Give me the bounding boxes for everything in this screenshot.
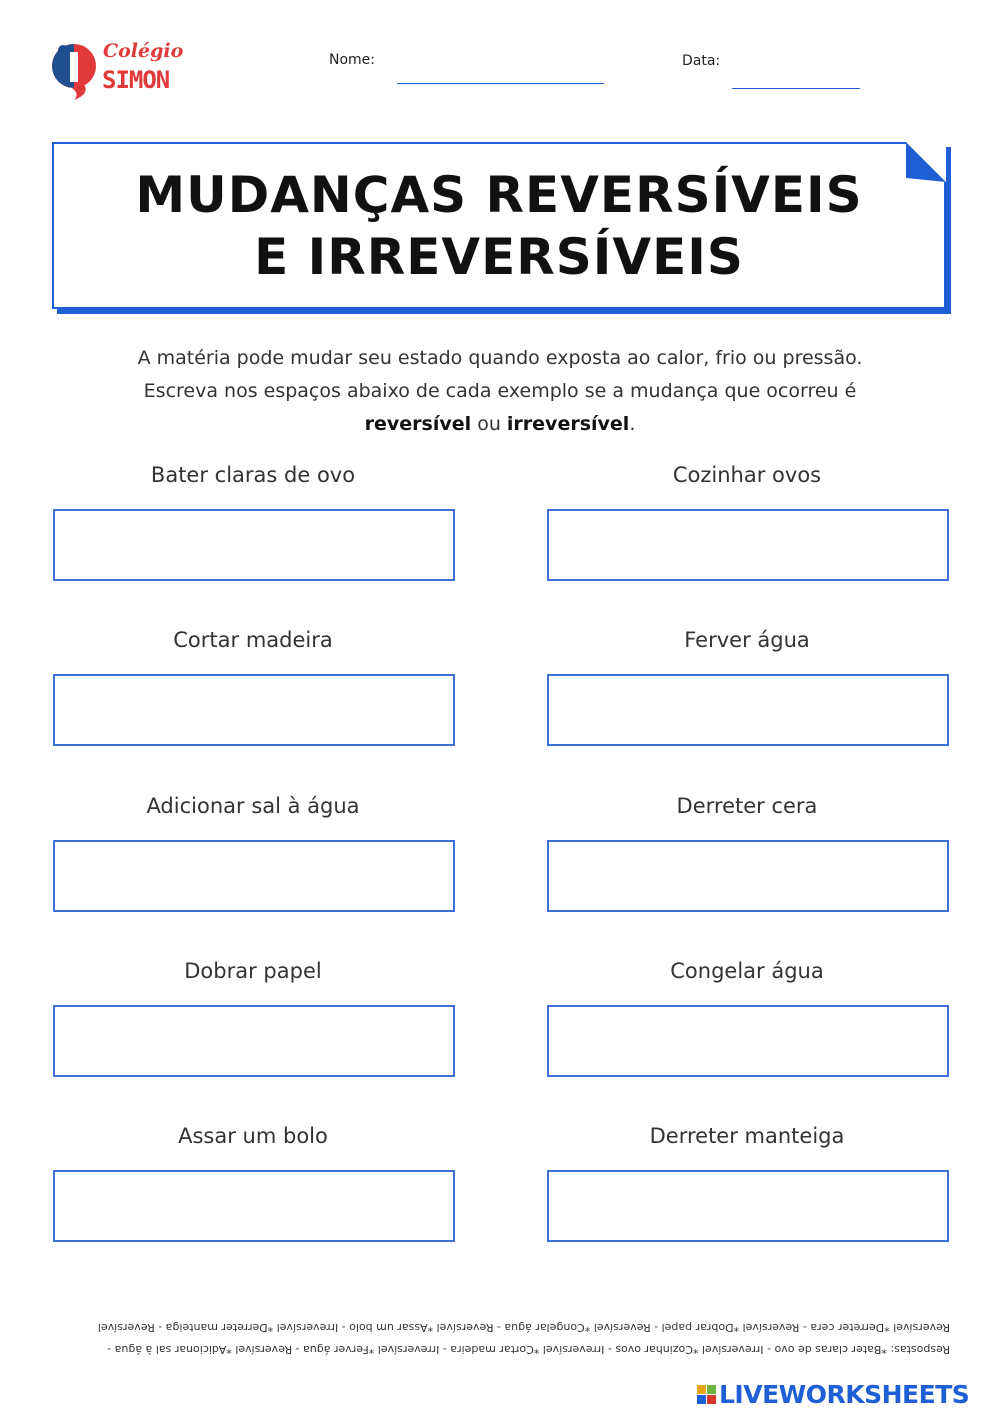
page-title [54,164,944,288]
item-label: Ferver água [684,628,810,652]
instructions-period: . [629,413,636,435]
answer-box[interactable] [53,674,455,746]
instructions-line2: Escreva nos espaços abaixo de cada exemplo se a mudança que ocorreu é [143,380,857,402]
answer-key-line2: Reversível *Derreter cera - Reversível *Dobrar papel - Reversível *Congelar água - Reversível *Assar um bolo - Irreversível *Derreter manteiga - Reversível [97,1321,950,1334]
name-label: Nome: [329,52,376,68]
title-box [52,142,946,309]
instructions [60,342,940,441]
answer-box[interactable] [547,509,949,581]
answer-key [80,1312,950,1360]
item-label: Derreter manteiga [649,1124,845,1148]
answer-box[interactable] [53,840,455,912]
date-label: Data: [682,53,721,69]
answer-box[interactable] [547,1005,949,1077]
instructions-line3 [60,408,940,441]
answer-box[interactable] [53,1005,455,1077]
item-label: Assar um bolo [178,1124,328,1148]
name-input-line[interactable] [397,83,604,84]
item-label: Cozinhar ovos [672,463,822,487]
item-label: Derreter cera [676,794,818,818]
item-label: Cortar madeira [173,628,333,652]
item-label: Dobrar papel [184,959,322,983]
keyword-reversible: reversível [364,413,472,435]
item-label: Congelar água [670,959,824,983]
liveworksheets-brand[interactable] [697,1378,969,1410]
item-label: Bater claras de ovo [150,463,356,487]
keyword-irreversible: irreversível [506,413,630,435]
brand-logo-icon [697,1385,716,1404]
title-line1: MUDANÇAS REVERSÍVEIS [135,166,863,224]
logo-text-line1: Colégio [103,40,184,62]
keyword-connector: ou [477,413,501,435]
answer-box[interactable] [53,509,455,581]
answer-box[interactable] [547,840,949,912]
date-input-line[interactable] [732,88,860,89]
logo-mark-icon [50,38,102,100]
title-line2: E IRREVERSÍVEIS [254,228,744,286]
item-label: Adicionar sal à água [146,794,360,818]
instructions-line1: A matéria pode mudar seu estado quando exposta ao calor, frio ou pressão. [137,347,863,369]
brand-text: LIVEWORKSHEETS [719,1379,970,1409]
logo-text-line2: SIMON [102,66,170,94]
answer-box[interactable] [547,1170,949,1242]
answer-box[interactable] [53,1170,455,1242]
answer-key-line1: Respostas: *Bater claras de ovo - Irreversível *Cozinhar ovos - Irreversível *Cortar madeira - Irreversível *Ferver água - Reversível *Adicionar sal à água - [107,1343,950,1356]
answer-box[interactable] [547,674,949,746]
school-logo [50,38,210,102]
